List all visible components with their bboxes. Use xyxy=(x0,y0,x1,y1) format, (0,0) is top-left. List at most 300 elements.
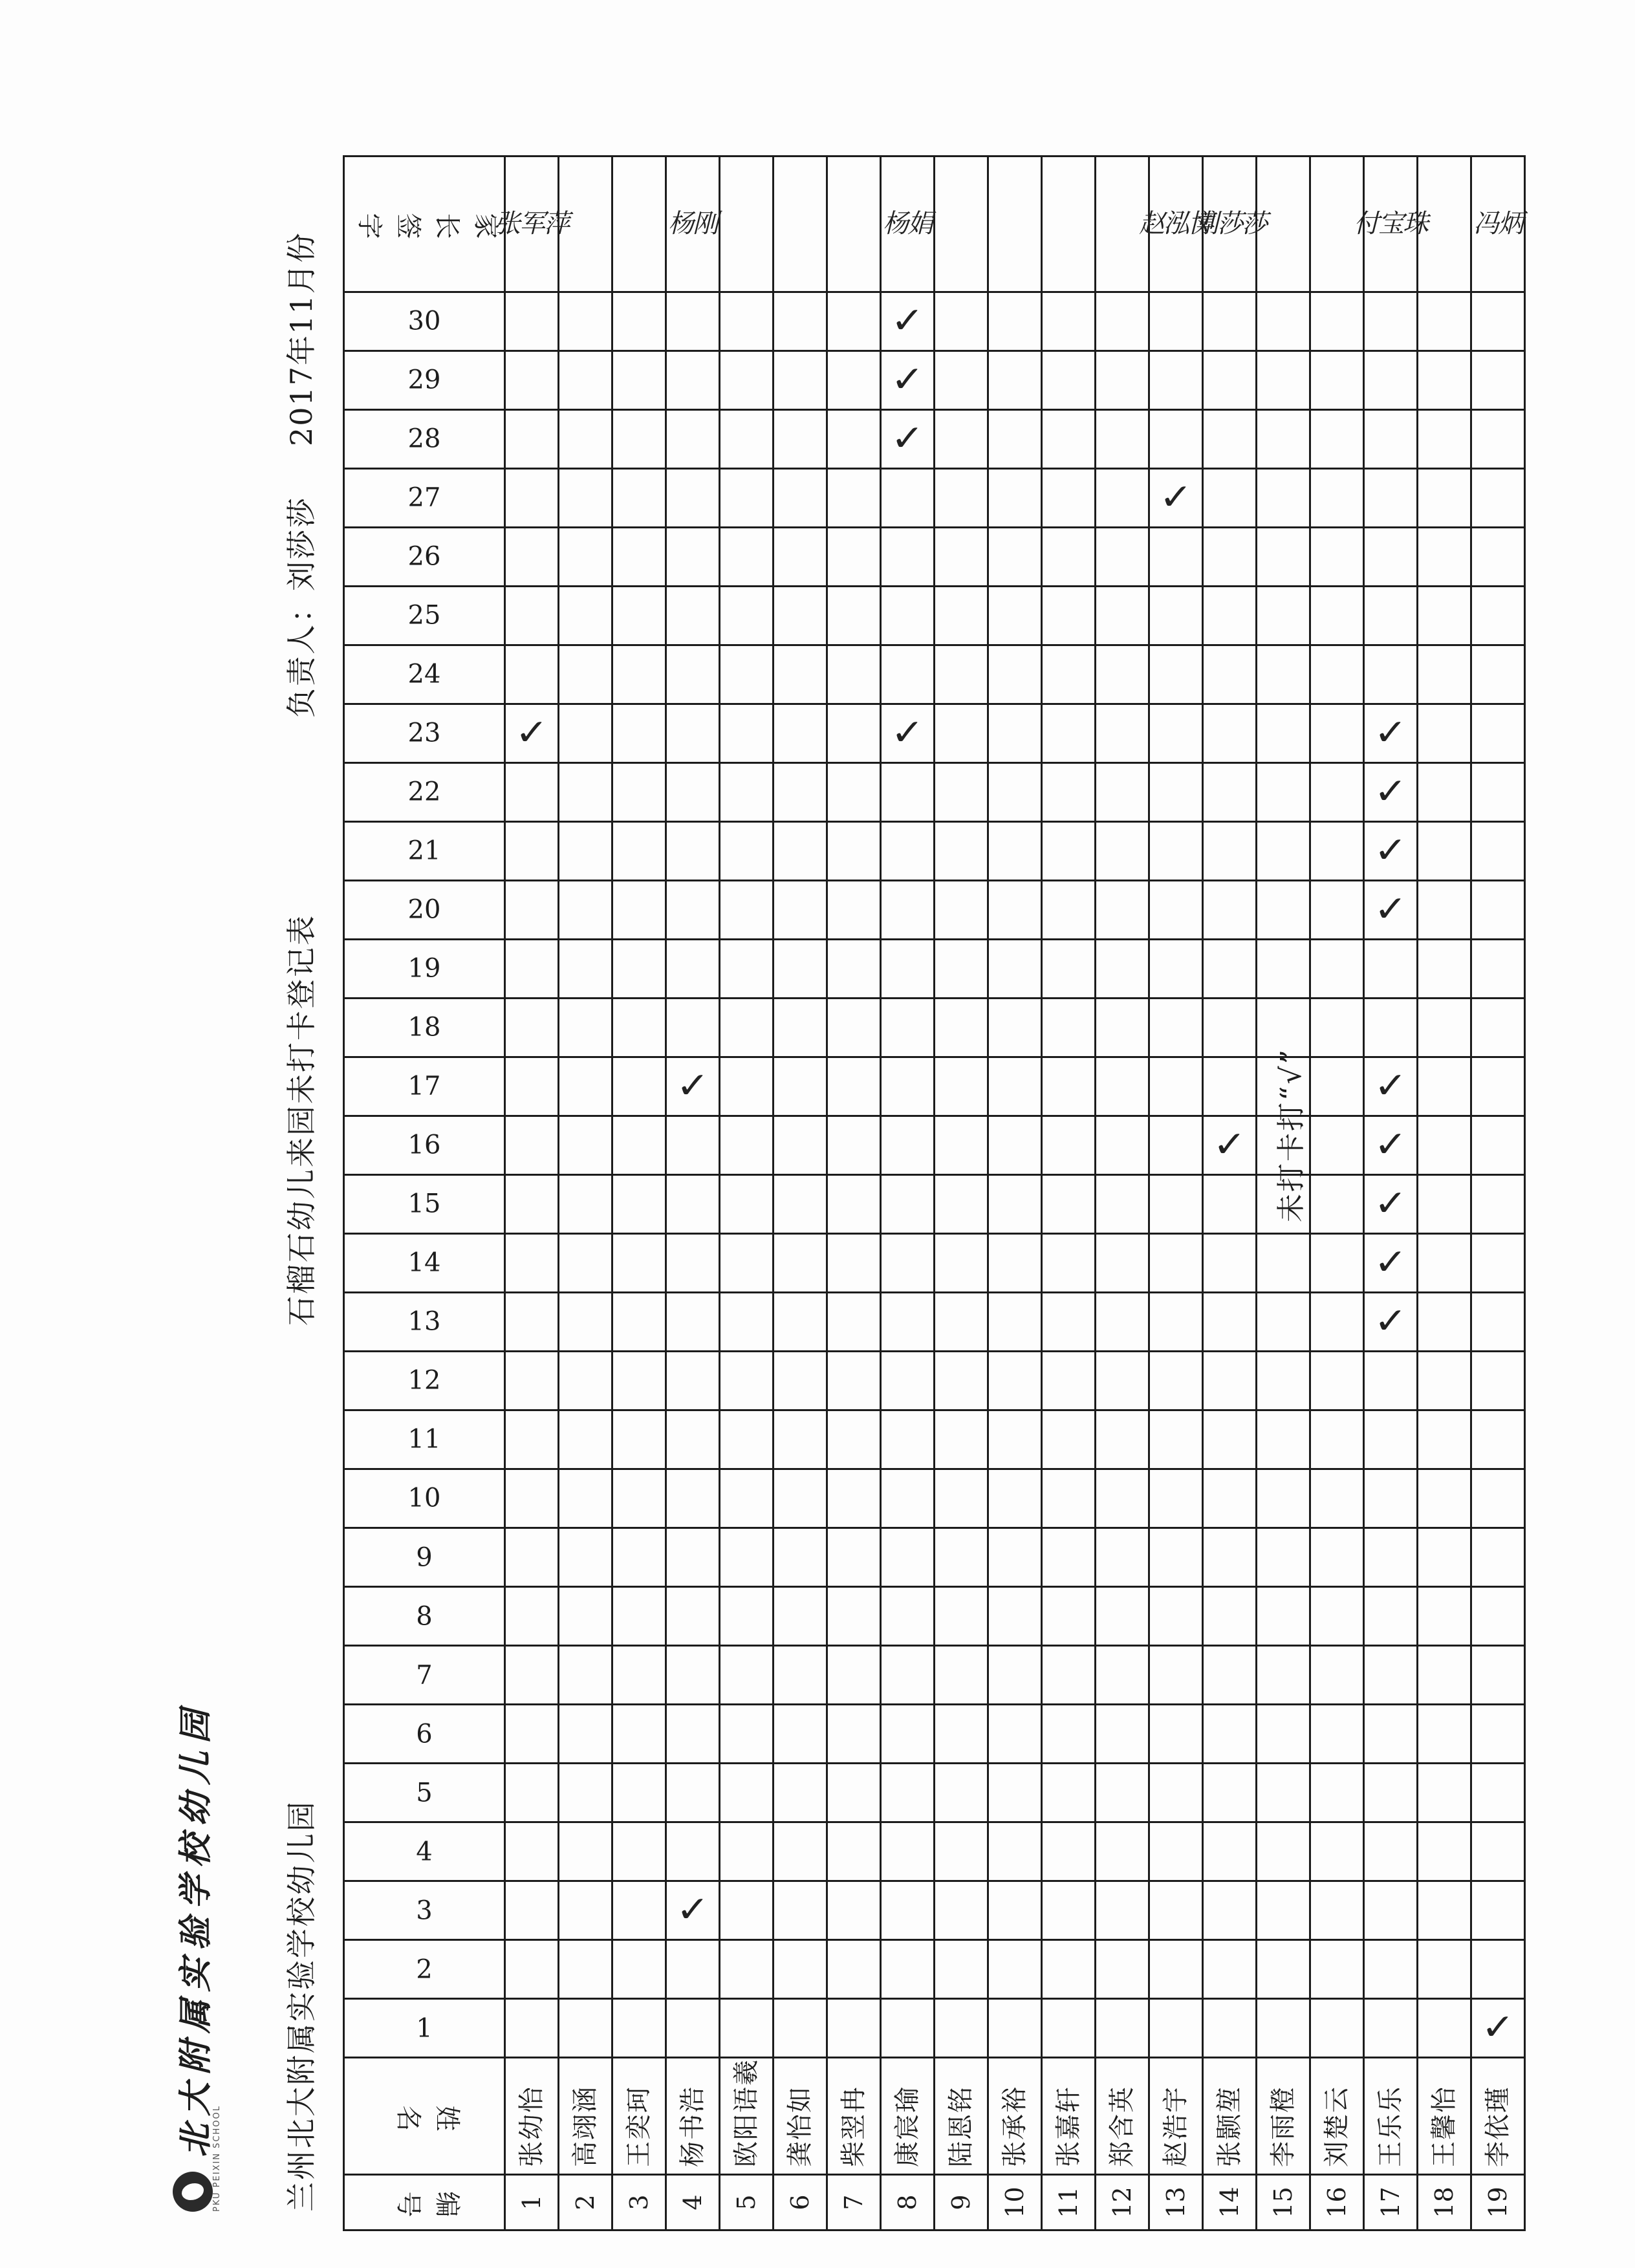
day-cell[interactable] xyxy=(666,587,720,645)
parent-signature-cell[interactable] xyxy=(1042,157,1096,292)
day-cell[interactable] xyxy=(935,940,988,999)
day-cell[interactable] xyxy=(612,528,666,587)
day-cell[interactable] xyxy=(1096,469,1149,528)
day-cell[interactable] xyxy=(1364,704,1418,763)
parent-signature-cell[interactable] xyxy=(1193,157,1266,292)
day-cell[interactable] xyxy=(1203,1057,1257,1116)
day-cell[interactable] xyxy=(1203,1528,1257,1587)
day-cell[interactable] xyxy=(1310,528,1364,587)
day-cell[interactable] xyxy=(935,881,988,940)
day-cell[interactable] xyxy=(988,704,1042,763)
day-cell[interactable] xyxy=(505,587,559,645)
day-cell[interactable] xyxy=(666,351,720,410)
day-cell[interactable] xyxy=(1418,1940,1471,1999)
day-cell[interactable] xyxy=(1042,410,1096,469)
day-cell[interactable] xyxy=(1203,1881,1257,1940)
day-cell[interactable] xyxy=(1149,645,1203,704)
day-cell[interactable] xyxy=(720,704,774,763)
day-cell[interactable] xyxy=(1096,1469,1149,1528)
day-cell[interactable] xyxy=(1203,587,1257,645)
day-cell[interactable] xyxy=(1042,1175,1096,1234)
day-cell[interactable] xyxy=(720,351,774,410)
day-cell[interactable] xyxy=(1418,1293,1471,1352)
day-cell[interactable] xyxy=(1042,1410,1096,1469)
day-cell[interactable] xyxy=(988,763,1042,822)
day-cell[interactable] xyxy=(935,410,988,469)
day-cell[interactable] xyxy=(505,1822,559,1881)
day-cell[interactable] xyxy=(666,1764,720,1822)
day-cell[interactable] xyxy=(988,1764,1042,1822)
day-cell[interactable] xyxy=(774,704,827,763)
day-cell[interactable] xyxy=(774,1764,827,1822)
day-cell[interactable] xyxy=(559,1293,612,1352)
day-cell[interactable] xyxy=(666,1352,720,1410)
day-cell[interactable] xyxy=(1203,1822,1257,1881)
day-cell[interactable] xyxy=(1257,1469,1310,1528)
day-cell[interactable] xyxy=(1149,999,1203,1057)
day-cell[interactable] xyxy=(1096,1999,1149,2058)
day-cell[interactable] xyxy=(1257,940,1310,999)
day-cell[interactable] xyxy=(1203,1352,1257,1410)
day-cell[interactable] xyxy=(1418,351,1471,410)
day-cell[interactable] xyxy=(881,1116,935,1175)
day-cell[interactable] xyxy=(1096,1822,1149,1881)
day-cell[interactable] xyxy=(881,1999,935,2058)
day-cell[interactable] xyxy=(1364,881,1418,940)
day-cell[interactable] xyxy=(1257,1410,1310,1469)
day-cell[interactable] xyxy=(1257,528,1310,587)
day-cell[interactable] xyxy=(720,1469,774,1528)
day-cell[interactable] xyxy=(1418,1116,1471,1175)
day-cell[interactable] xyxy=(1096,1528,1149,1587)
day-cell[interactable] xyxy=(720,940,774,999)
day-cell[interactable] xyxy=(1042,1528,1096,1587)
day-cell[interactable] xyxy=(1418,1646,1471,1705)
day-cell[interactable] xyxy=(505,528,559,587)
day-cell[interactable] xyxy=(559,1764,612,1822)
day-cell[interactable] xyxy=(505,999,559,1057)
day-cell[interactable] xyxy=(1310,1293,1364,1352)
day-cell[interactable] xyxy=(774,1116,827,1175)
day-cell[interactable] xyxy=(1471,1352,1525,1410)
day-cell[interactable] xyxy=(505,704,559,763)
day-cell[interactable] xyxy=(774,1587,827,1646)
day-cell[interactable] xyxy=(1471,1175,1525,1234)
day-cell[interactable] xyxy=(1257,1881,1310,1940)
day-cell[interactable] xyxy=(1149,1528,1203,1587)
day-cell[interactable] xyxy=(666,940,720,999)
day-cell[interactable] xyxy=(1418,410,1471,469)
day-cell[interactable] xyxy=(988,1293,1042,1352)
day-cell[interactable] xyxy=(1203,1410,1257,1469)
day-cell[interactable] xyxy=(559,1234,612,1293)
day-cell[interactable] xyxy=(720,1940,774,1999)
day-cell[interactable] xyxy=(666,410,720,469)
day-cell[interactable] xyxy=(720,1175,774,1234)
day-cell[interactable] xyxy=(720,292,774,351)
day-cell[interactable] xyxy=(1364,528,1418,587)
day-cell[interactable] xyxy=(1257,1587,1310,1646)
day-cell[interactable] xyxy=(827,1352,881,1410)
day-cell[interactable] xyxy=(1310,1822,1364,1881)
day-cell[interactable] xyxy=(935,587,988,645)
day-cell[interactable] xyxy=(559,292,612,351)
parent-signature-cell[interactable] xyxy=(720,157,774,292)
day-cell[interactable] xyxy=(720,1646,774,1705)
day-cell[interactable] xyxy=(720,1999,774,2058)
day-cell[interactable] xyxy=(505,1881,559,1940)
day-cell[interactable] xyxy=(559,528,612,587)
day-cell[interactable] xyxy=(1364,1940,1418,1999)
day-cell[interactable] xyxy=(505,1057,559,1116)
day-cell[interactable] xyxy=(1257,1352,1310,1410)
day-cell[interactable] xyxy=(1149,1999,1203,2058)
parent-signature-cell[interactable] xyxy=(1471,157,1525,292)
day-cell[interactable] xyxy=(1310,469,1364,528)
day-cell[interactable] xyxy=(774,763,827,822)
day-cell[interactable] xyxy=(988,1116,1042,1175)
day-cell[interactable] xyxy=(1203,999,1257,1057)
day-cell[interactable] xyxy=(827,1116,881,1175)
day-cell[interactable] xyxy=(1310,1352,1364,1410)
day-cell[interactable] xyxy=(559,1469,612,1528)
day-cell[interactable] xyxy=(988,822,1042,881)
day-cell[interactable] xyxy=(827,1822,881,1881)
day-cell[interactable] xyxy=(666,1587,720,1646)
day-cell[interactable] xyxy=(1257,763,1310,822)
day-cell[interactable] xyxy=(935,822,988,881)
day-cell[interactable] xyxy=(988,645,1042,704)
day-cell[interactable] xyxy=(559,1881,612,1940)
day-cell[interactable] xyxy=(1418,822,1471,881)
day-cell[interactable] xyxy=(881,1293,935,1352)
day-cell[interactable] xyxy=(827,292,881,351)
day-cell[interactable] xyxy=(988,1175,1042,1234)
day-cell[interactable] xyxy=(1042,940,1096,999)
day-cell[interactable] xyxy=(881,1822,935,1881)
day-cell[interactable] xyxy=(1257,1646,1310,1705)
day-cell[interactable] xyxy=(1418,587,1471,645)
day-cell[interactable] xyxy=(505,1705,559,1764)
day-cell[interactable] xyxy=(559,1646,612,1705)
day-cell[interactable] xyxy=(827,1410,881,1469)
day-cell[interactable] xyxy=(1364,410,1418,469)
day-cell[interactable] xyxy=(559,1705,612,1764)
day-cell[interactable] xyxy=(1471,1528,1525,1587)
day-cell[interactable] xyxy=(559,469,612,528)
day-cell[interactable] xyxy=(827,1469,881,1528)
day-cell[interactable] xyxy=(612,587,666,645)
day-cell[interactable] xyxy=(612,940,666,999)
day-cell[interactable] xyxy=(774,1822,827,1881)
day-cell[interactable] xyxy=(505,645,559,704)
day-cell[interactable] xyxy=(1149,1234,1203,1293)
day-cell[interactable] xyxy=(612,1175,666,1234)
day-cell[interactable] xyxy=(1418,645,1471,704)
day-cell[interactable] xyxy=(935,1469,988,1528)
day-cell[interactable] xyxy=(559,1175,612,1234)
day-cell[interactable] xyxy=(827,1881,881,1940)
day-cell[interactable] xyxy=(1418,1999,1471,2058)
day-cell[interactable] xyxy=(559,1822,612,1881)
day-cell[interactable] xyxy=(1471,1646,1525,1705)
day-cell[interactable] xyxy=(1149,1822,1203,1881)
day-cell[interactable] xyxy=(935,1410,988,1469)
day-cell[interactable] xyxy=(827,1587,881,1646)
day-cell[interactable] xyxy=(1149,1587,1203,1646)
day-cell[interactable] xyxy=(1042,1764,1096,1822)
day-cell[interactable] xyxy=(1203,1646,1257,1705)
day-cell[interactable] xyxy=(1471,410,1525,469)
day-cell[interactable] xyxy=(935,1881,988,1940)
day-cell[interactable] xyxy=(505,1175,559,1234)
day-cell[interactable] xyxy=(1203,881,1257,940)
day-cell[interactable] xyxy=(1418,1410,1471,1469)
day-cell[interactable] xyxy=(1471,881,1525,940)
parent-signature-cell[interactable] xyxy=(495,157,568,292)
day-cell[interactable] xyxy=(559,1528,612,1587)
day-cell[interactable] xyxy=(612,1940,666,1999)
day-cell[interactable] xyxy=(720,587,774,645)
day-cell[interactable] xyxy=(666,1940,720,1999)
day-cell[interactable] xyxy=(1418,1822,1471,1881)
day-cell[interactable] xyxy=(935,1940,988,1999)
day-cell[interactable] xyxy=(1042,1352,1096,1410)
day-cell[interactable] xyxy=(1471,1587,1525,1646)
day-cell[interactable] xyxy=(1042,822,1096,881)
day-cell[interactable] xyxy=(505,763,559,822)
day-cell[interactable] xyxy=(1042,704,1096,763)
day-cell[interactable] xyxy=(1149,528,1203,587)
day-cell[interactable] xyxy=(1096,1175,1149,1234)
day-cell[interactable] xyxy=(1471,704,1525,763)
day-cell[interactable] xyxy=(935,763,988,822)
day-cell[interactable] xyxy=(881,1410,935,1469)
day-cell[interactable] xyxy=(1310,1999,1364,2058)
day-cell[interactable] xyxy=(1364,999,1418,1057)
day-cell[interactable] xyxy=(988,1940,1042,1999)
day-cell[interactable] xyxy=(1310,1881,1364,1940)
day-cell[interactable] xyxy=(827,1764,881,1822)
day-cell[interactable] xyxy=(1310,1234,1364,1293)
day-cell[interactable] xyxy=(1203,1234,1257,1293)
day-cell[interactable] xyxy=(988,1410,1042,1469)
day-cell[interactable] xyxy=(666,1410,720,1469)
day-cell[interactable] xyxy=(1042,1705,1096,1764)
day-cell[interactable] xyxy=(1042,292,1096,351)
day-cell[interactable] xyxy=(827,410,881,469)
day-cell[interactable] xyxy=(988,1999,1042,2058)
day-cell[interactable] xyxy=(720,822,774,881)
day-cell[interactable] xyxy=(612,1293,666,1352)
day-cell[interactable] xyxy=(1042,587,1096,645)
day-cell[interactable] xyxy=(1471,1410,1525,1469)
day-cell[interactable] xyxy=(1042,1234,1096,1293)
day-cell[interactable] xyxy=(1203,822,1257,881)
day-cell[interactable] xyxy=(988,587,1042,645)
day-cell[interactable] xyxy=(666,1999,720,2058)
day-cell[interactable] xyxy=(1149,1469,1203,1528)
day-cell[interactable] xyxy=(1203,1764,1257,1822)
day-cell[interactable] xyxy=(1042,1469,1096,1528)
day-cell[interactable] xyxy=(1418,469,1471,528)
day-cell[interactable] xyxy=(774,1410,827,1469)
day-cell[interactable] xyxy=(612,1528,666,1587)
day-cell[interactable] xyxy=(1042,1646,1096,1705)
day-cell[interactable] xyxy=(774,410,827,469)
day-cell[interactable] xyxy=(1471,292,1525,351)
day-cell[interactable] xyxy=(1471,1293,1525,1352)
day-cell[interactable] xyxy=(1418,1764,1471,1822)
day-cell[interactable] xyxy=(881,822,935,881)
day-cell[interactable] xyxy=(1364,1587,1418,1646)
day-cell[interactable] xyxy=(1042,763,1096,822)
day-cell[interactable] xyxy=(881,940,935,999)
day-cell[interactable] xyxy=(774,587,827,645)
parent-signature-cell[interactable] xyxy=(881,157,935,292)
day-cell[interactable] xyxy=(612,1410,666,1469)
day-cell[interactable] xyxy=(881,1469,935,1528)
parent-signature-cell[interactable] xyxy=(988,157,1042,292)
day-cell[interactable] xyxy=(505,1940,559,1999)
day-cell[interactable] xyxy=(612,1587,666,1646)
day-cell[interactable] xyxy=(1203,410,1257,469)
day-cell[interactable] xyxy=(881,1940,935,1999)
day-cell[interactable] xyxy=(881,763,935,822)
day-cell[interactable] xyxy=(774,1646,827,1705)
day-cell[interactable] xyxy=(827,645,881,704)
day-cell[interactable] xyxy=(1042,469,1096,528)
day-cell[interactable] xyxy=(559,1587,612,1646)
day-cell[interactable] xyxy=(1042,1293,1096,1352)
day-cell[interactable] xyxy=(1203,1999,1257,2058)
day-cell[interactable] xyxy=(1257,1293,1310,1352)
day-cell[interactable] xyxy=(1364,1822,1418,1881)
day-cell[interactable] xyxy=(1203,763,1257,822)
day-cell[interactable] xyxy=(1310,822,1364,881)
day-cell[interactable] xyxy=(1310,1940,1364,1999)
day-cell[interactable] xyxy=(1257,1822,1310,1881)
day-cell[interactable] xyxy=(774,351,827,410)
day-cell[interactable] xyxy=(935,1057,988,1116)
day-cell[interactable] xyxy=(1471,1057,1525,1116)
day-cell[interactable] xyxy=(1149,1293,1203,1352)
day-cell[interactable] xyxy=(612,1057,666,1116)
day-cell[interactable] xyxy=(935,1528,988,1587)
day-cell[interactable] xyxy=(505,881,559,940)
day-cell[interactable] xyxy=(1257,1940,1310,1999)
day-cell[interactable] xyxy=(1096,587,1149,645)
day-cell[interactable] xyxy=(559,410,612,469)
day-cell[interactable] xyxy=(720,1764,774,1822)
day-cell[interactable] xyxy=(1364,1764,1418,1822)
day-cell[interactable] xyxy=(1203,292,1257,351)
day-cell[interactable] xyxy=(1203,1587,1257,1646)
day-cell[interactable] xyxy=(1149,1881,1203,1940)
day-cell[interactable] xyxy=(1471,1234,1525,1293)
day-cell[interactable] xyxy=(1310,763,1364,822)
day-cell[interactable] xyxy=(774,881,827,940)
day-cell[interactable] xyxy=(935,1116,988,1175)
day-cell[interactable] xyxy=(774,822,827,881)
day-cell[interactable] xyxy=(612,469,666,528)
day-cell[interactable] xyxy=(774,1057,827,1116)
day-cell[interactable] xyxy=(505,1764,559,1822)
day-cell[interactable] xyxy=(774,1293,827,1352)
day-cell[interactable] xyxy=(774,1881,827,1940)
day-cell[interactable] xyxy=(1471,1822,1525,1881)
day-cell[interactable] xyxy=(935,528,988,587)
day-cell[interactable] xyxy=(1203,351,1257,410)
day-cell[interactable] xyxy=(720,1822,774,1881)
parent-signature-cell[interactable] xyxy=(774,157,827,292)
day-cell[interactable] xyxy=(774,999,827,1057)
day-cell[interactable] xyxy=(774,1469,827,1528)
day-cell[interactable] xyxy=(720,410,774,469)
day-cell[interactable] xyxy=(935,292,988,351)
day-cell[interactable] xyxy=(935,1175,988,1234)
day-cell[interactable] xyxy=(720,1293,774,1352)
day-cell[interactable] xyxy=(1149,351,1203,410)
day-cell[interactable] xyxy=(1471,1705,1525,1764)
day-cell[interactable] xyxy=(935,1999,988,2058)
day-cell[interactable] xyxy=(1471,1999,1525,2058)
day-cell[interactable] xyxy=(1203,1940,1257,1999)
day-cell[interactable] xyxy=(988,1528,1042,1587)
day-cell[interactable] xyxy=(1471,351,1525,410)
day-cell[interactable] xyxy=(1310,292,1364,351)
day-cell[interactable] xyxy=(1364,1293,1418,1352)
day-cell[interactable] xyxy=(881,999,935,1057)
day-cell[interactable] xyxy=(881,704,935,763)
day-cell[interactable] xyxy=(666,528,720,587)
day-cell[interactable] xyxy=(1257,822,1310,881)
day-cell[interactable] xyxy=(827,1234,881,1293)
day-cell[interactable] xyxy=(881,1528,935,1587)
day-cell[interactable] xyxy=(720,1057,774,1116)
day-cell[interactable] xyxy=(1257,351,1310,410)
day-cell[interactable] xyxy=(988,1469,1042,1528)
day-cell[interactable] xyxy=(1418,1175,1471,1234)
day-cell[interactable] xyxy=(1471,1116,1525,1175)
day-cell[interactable] xyxy=(1203,645,1257,704)
day-cell[interactable] xyxy=(559,1352,612,1410)
day-cell[interactable] xyxy=(1418,940,1471,999)
day-cell[interactable] xyxy=(827,1705,881,1764)
day-cell[interactable] xyxy=(1310,1528,1364,1587)
day-cell[interactable] xyxy=(1149,1116,1203,1175)
day-cell[interactable] xyxy=(988,1057,1042,1116)
day-cell[interactable] xyxy=(988,940,1042,999)
day-cell[interactable] xyxy=(612,1469,666,1528)
day-cell[interactable] xyxy=(774,1999,827,2058)
day-cell[interactable] xyxy=(720,469,774,528)
day-cell[interactable] xyxy=(827,763,881,822)
day-cell[interactable] xyxy=(612,351,666,410)
day-cell[interactable] xyxy=(935,351,988,410)
day-cell[interactable] xyxy=(1149,469,1203,528)
day-cell[interactable] xyxy=(1096,1057,1149,1116)
day-cell[interactable] xyxy=(666,1293,720,1352)
day-cell[interactable] xyxy=(1149,1175,1203,1234)
day-cell[interactable] xyxy=(988,1646,1042,1705)
day-cell[interactable] xyxy=(1257,704,1310,763)
day-cell[interactable] xyxy=(1364,645,1418,704)
day-cell[interactable] xyxy=(505,351,559,410)
day-cell[interactable] xyxy=(666,1881,720,1940)
day-cell[interactable] xyxy=(1042,1057,1096,1116)
day-cell[interactable] xyxy=(881,1646,935,1705)
